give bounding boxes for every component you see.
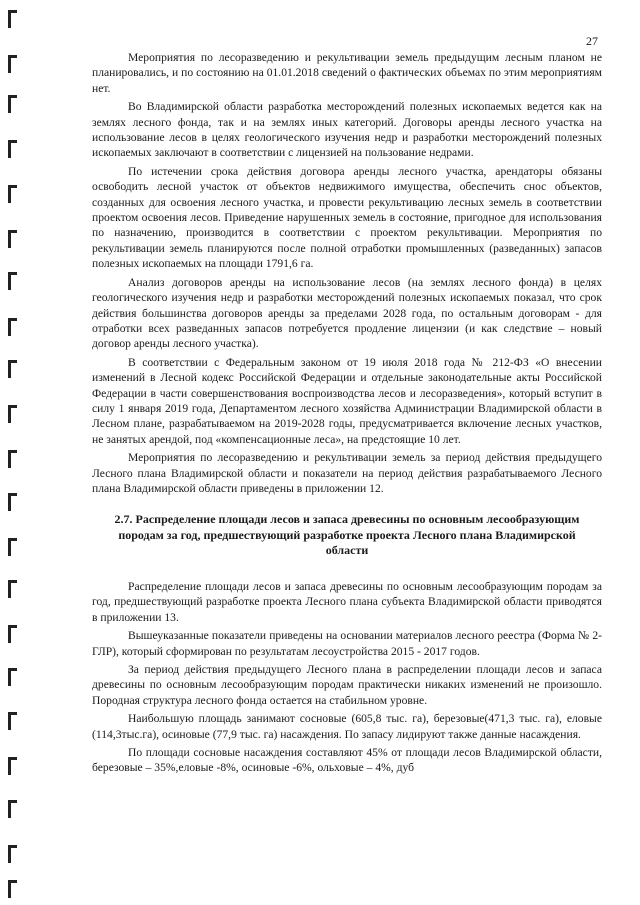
paragraph: За период действия предыдущего Лесного плана в распределении площади лесов и запаса древесины по основным лесообразующим породам практически никаких изменений не произошло. Породная структура лесного фонда остается на стабильном уровне. [92,662,602,707]
document-body [92,50,602,779]
paragraph: В соответствии с Федеральным законом от 19 июля 2018 года № 212-ФЗ «О внесении изменений в Лесной кодекс Российской Федерации и отдельные законодательные акты Российской Федерации в части совершенствования воспроизводства лесов и лесоразведения», который вступит в силу 1 января 2019 года, Департаментом лесного хозяйства Администрации Владимирской области в Лесном плане, разрабатываемом на 2019-2028 годы, предусматривается включение лесных участков, не занятых арендой, под «компенсационные леса», на предстоящие 10 лет. [92,355,602,446]
paragraph: Анализ договоров аренды на использование лесов (на землях лесного фонда) в целях геологического изучения недр и разработки месторождений полезных ископаемых показал, что срок действия большинства договоров аренды за пределами 2028 года, по остальным договорам - для отработки всех разведанных запасов потребуется продление лицензии (и как следствие – новый договор аренды лесного участка). [92,275,602,351]
paragraph: Вышеуказанные показатели приведены на основании материалов лесного реестра (Форма № 2-ГЛР), который сформирован по результатам лесоустройства 2015 - 2017 годов. [92,629,602,658]
binding-mark [8,95,18,113]
paragraph: Мероприятия по лесоразведению и рекультивации земель предыдущим лесным планом не планировались, и по состоянию на 01.01.2018 сведений о фактических объемах по этим мероприятиям нет. [92,51,602,95]
binding-mark [8,450,18,468]
binding-mark [8,318,18,336]
binding-mark [8,405,18,423]
section-heading: 2.7. Распределение площади лесов и запаса древесины по основным лесообразующим породам за год, предшествующий разработке проекта Лесного плана Владимирской области [114,512,580,558]
binding-mark [8,625,18,643]
paragraph: Распределение площади лесов и запаса древесины по основным лесообразующим породам за год, предшествующий разработке проекта Лесного плана субъекта Владимирской области приводятся в приложении 13. [92,579,602,624]
binding-mark [8,580,18,598]
binding-mark [8,140,18,158]
binding-mark [8,668,18,686]
binding-mark [8,230,18,248]
binding-mark [8,845,18,863]
binding-mark [8,493,18,511]
paragraph: По площади сосновые насаждения составляют 45% от площади лесов Владимирской области, березовые – 35%,еловые -8%, осиновые -6%, ольховые – 4%, дуб [92,745,602,775]
page-number: 27 [586,34,598,48]
binding-mark [8,360,18,378]
binding-mark [8,272,18,290]
binding-mark [8,757,18,775]
paragraph: Наибольшую площадь занимают сосновые (605,8 тыс. га), березовые(471,3 тыс. га), еловые (114,3тыс.га), осиновые (77,9 тыс. га) насаждения. По запасу лидируют также данные насаждения. [92,712,602,741]
binding-mark [8,55,18,73]
paragraph: По истечении срока действия договора аренды лесного участка, арендаторы обязаны освободить лесной участок от объектов недвижимого имущества, обеспечить снос объектов, созданных для освоения лесного участка, и провести рекультивацию лесных земель в соответствии проектом освоения лесов. Приведение нарушенных земель в состояние, пригодное для использования по назначению, производится в соответствии с проектом рекультивации. Мероприятия по рекультивации земель планируются после полной отработки промышленных (разведанных) запасов полезных ископаемых на площади 1791,6 га. [92,164,602,271]
binding-marks [0,0,30,905]
binding-mark [8,880,18,898]
binding-mark [8,712,18,730]
paragraph: Во Владимирской области разработка месторождений полезных ископаемых ведется как на землях лесного фонда, так и на землях иных категорий. Договоры аренды лесного участка на использование лесов в целях геологического изучения недр и разработки месторождений полезных ископаемых заключают в соответствии с лицензией на пользование недрами. [92,100,602,160]
binding-mark [8,185,18,203]
paragraph: Мероприятия по лесоразведению и рекультивации земель за период действия предыдущего Лесного плана Владимирской области и показатели на период действия разрабатываемого Лесного плана Владимирской области приведены в приложении 12. [92,451,602,495]
binding-mark [8,10,18,28]
binding-mark [8,800,18,818]
binding-mark [8,538,18,556]
